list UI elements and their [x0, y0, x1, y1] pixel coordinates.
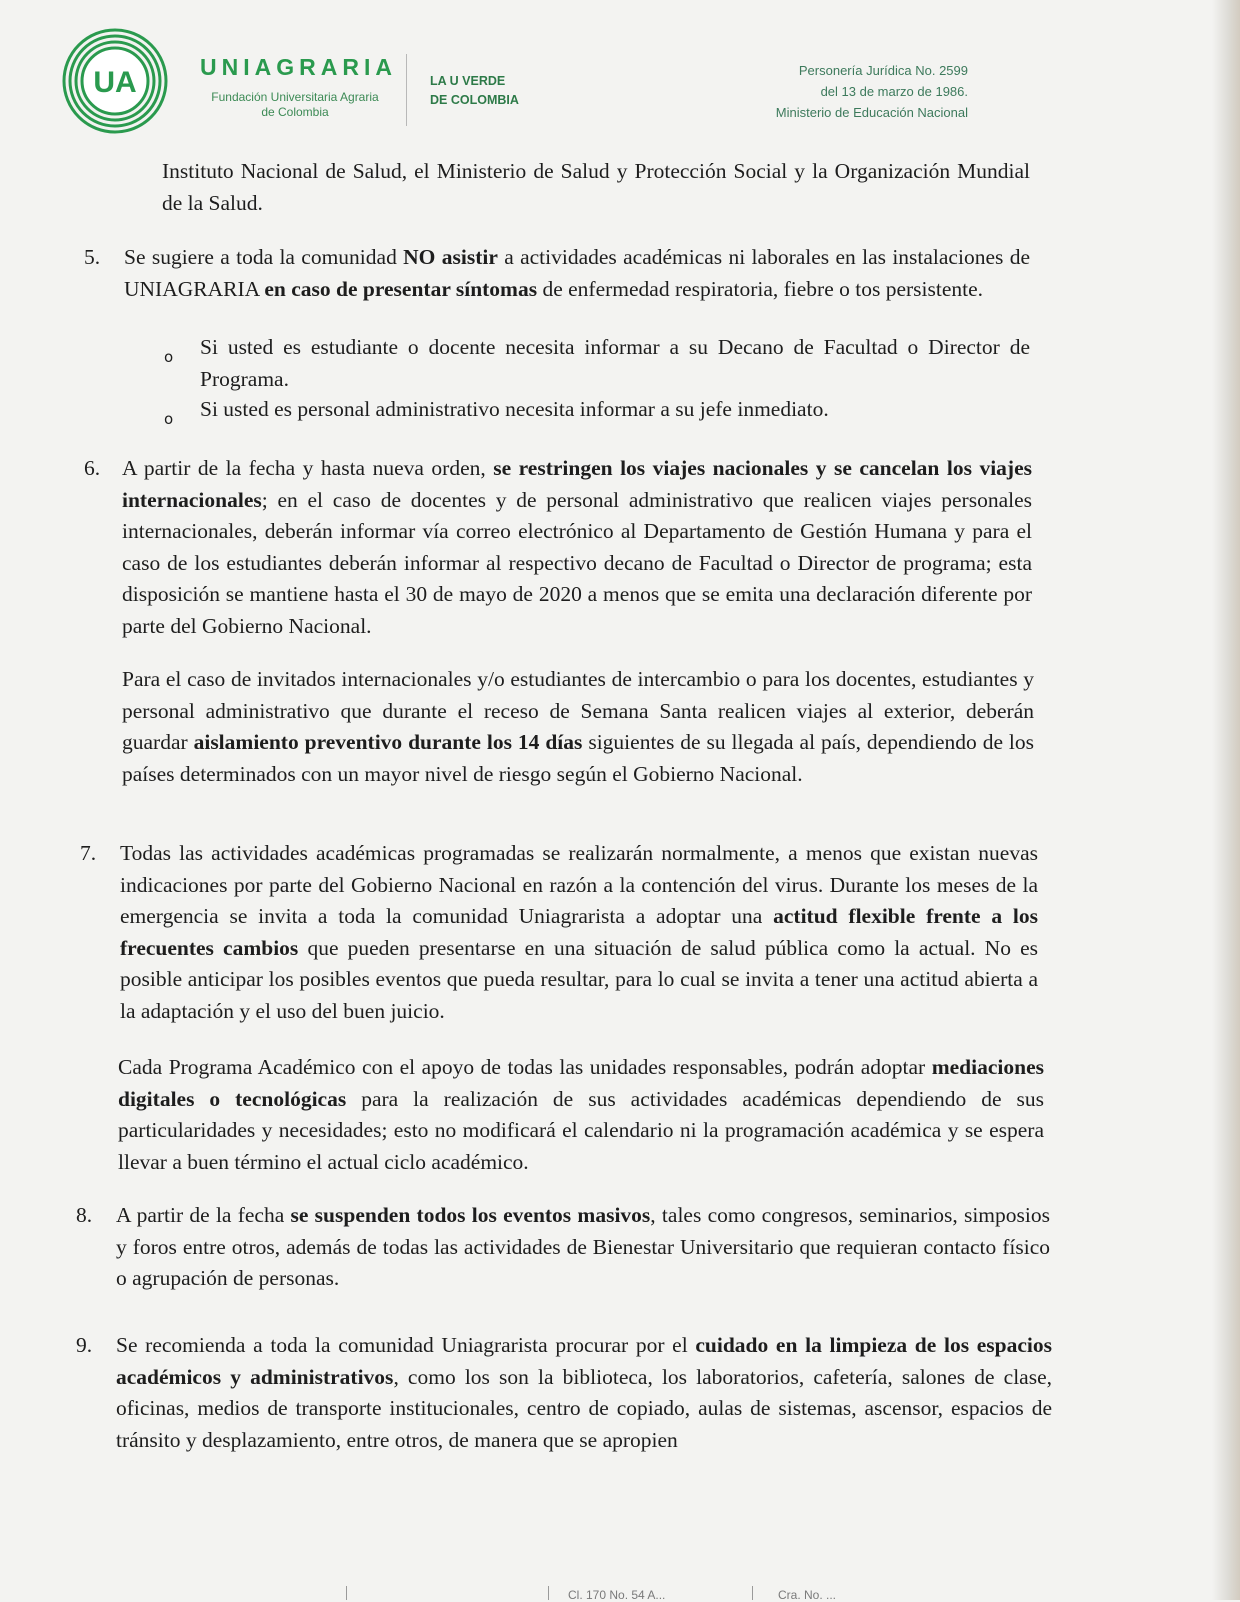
- brand-subtitle-line2: de Colombia: [261, 105, 329, 119]
- footer-contact: Cra. No. ...: [778, 1588, 837, 1602]
- brand-name: UNIAGRARIA: [200, 54, 397, 80]
- item-7: [120, 838, 1038, 1027]
- item-number-6: 6.: [84, 456, 101, 480]
- motto: [430, 72, 519, 110]
- item-7-paragraph-2: Cada Programa Académico con el apoyo de todas las unidades responsables, podrán adoptar mediaciones digitales o tecnológicas para la realización de sus actividades académicas dependiendo de sus particularidades y necesidades; esto no modificará el calendario ni la programación académica y se espera llevar a buen término el actual ciclo académico.: [118, 1055, 1044, 1174]
- footer-address: Cl. 170 No. 54 A...: [568, 1588, 666, 1602]
- item-number-5: 5.: [84, 245, 101, 269]
- item-6: [122, 453, 1032, 642]
- intro-paragraph: [162, 156, 1030, 219]
- item-6-paragraph-2: Para el caso de invitados internacionales y/o estudiantes de intercambio o para los docentes, estudiantes y personal administrativo que durante el receso de Semana Santa realicen viajes al exterior, deberán guardar aislamiento preventivo durante los 14 días siguientes de su llegada al país, dependiendo de los países determinados con un mayor nivel de riesgo según el Gobierno Nacional.: [122, 667, 1035, 786]
- brand-subtitle-line1: Fundación Universitaria Agraria: [211, 90, 379, 104]
- item-number-9: 9.: [76, 1333, 93, 1357]
- page-edge-shadow: [1212, 0, 1240, 1600]
- legal-info: [668, 60, 968, 123]
- item-5: [124, 242, 1030, 305]
- item-8: A partir de la fecha se suspenden todos los eventos masivos, tales como congresos, seminarios, simposios y foros entre otros, además de todas las actividades de Bienestar Universitario que requieran contacto físico o agrupación de personas.: [116, 1203, 1050, 1290]
- motto-line2: DE COLOMBIA: [430, 93, 519, 107]
- footer-divider: [548, 1586, 549, 1600]
- brand-subtitle: [200, 90, 390, 120]
- item-number-7: 7.: [80, 841, 97, 865]
- item-5-bullet-1: Si usted es estudiante o docente necesita informar a su Decano de Facultad o Director de Programa.: [200, 335, 1030, 391]
- header-divider: [406, 54, 407, 126]
- item-number-8: 8.: [76, 1203, 93, 1227]
- bullet-marker: o: [164, 410, 174, 428]
- bullet-marker: o: [164, 348, 174, 366]
- item-5-paragraph: Se sugiere a toda la comunidad NO asistir a actividades académicas ni laborales en las instalaciones de UNIAGRARIA en caso de presentar síntomas de enfermedad respiratoria, fiebre o tos persistente.: [124, 245, 1030, 301]
- footer-divider: [346, 1586, 347, 1600]
- item-5-bullet-2: Si usted es personal administrativo necesita informar a su jefe inmediato.: [200, 397, 829, 421]
- letterhead: [0, 0, 1240, 160]
- motto-line1: LA U VERDE: [430, 74, 506, 88]
- item-7-paragraph-1: Todas las actividades académicas programadas se realizarán normalmente, a menos que existan nuevas indicaciones por parte del Gobierno Nacional en razón a la contención del virus. Durante los meses de la emergencia se invita a toda la comunidad Uniagrarista a adoptar una actitud flexible frente a los frecuentes cambios que pueden presentarse en una situación de salud pública como la actual. No es posible anticipar los posibles eventos que pueda resultar, para lo cual se invita a tener una actitud abierta a la adaptación y el uso del buen juicio.: [120, 841, 1038, 1023]
- footer: [0, 1580, 1240, 1600]
- logo-text: UA: [93, 66, 137, 99]
- uniagraria-logo: [62, 28, 168, 134]
- legal-line3: Ministerio de Educación Nacional: [775, 105, 968, 120]
- footer-divider: [752, 1586, 753, 1600]
- legal-line1: Personería Jurídica No. 2599: [798, 63, 968, 78]
- intro-text: Instituto Nacional de Salud, el Ministerio de Salud y Protección Social y la Organización Mundial de la Salud.: [162, 159, 1030, 215]
- item-9: Se recomienda a toda la comunidad Uniagrarista procurar por el cuidado en la limpieza de los espacios académicos y administrativos, como los son la biblioteca, los laboratorios, cafetería, salones de clase, oficinas, medios de transporte institucionales, centro de copiado, aulas de sistemas, ascensor, espacios de tránsito y desplazamiento, entre otros, de manera que se apropien: [116, 1333, 1053, 1452]
- item-6-paragraph-1: A partir de la fecha y hasta nueva orden, se restringen los viajes nacionales y se cancelan los viajes internacionales; en el caso de docentes y de personal administrativo que realicen viajes personales internacionales, deberán informar vía correo electrónico al Departamento de Gestión Humana y para el caso de los estudiantes deberán informar al respectivo decano de Facultad o Director de programa; esta disposición se mantiene hasta el 30 de mayo de 2020 a menos que se emita una declaración diferente por parte del Gobierno Nacional.: [122, 456, 1032, 638]
- legal-line2: del 13 de marzo de 1986.: [820, 84, 968, 99]
